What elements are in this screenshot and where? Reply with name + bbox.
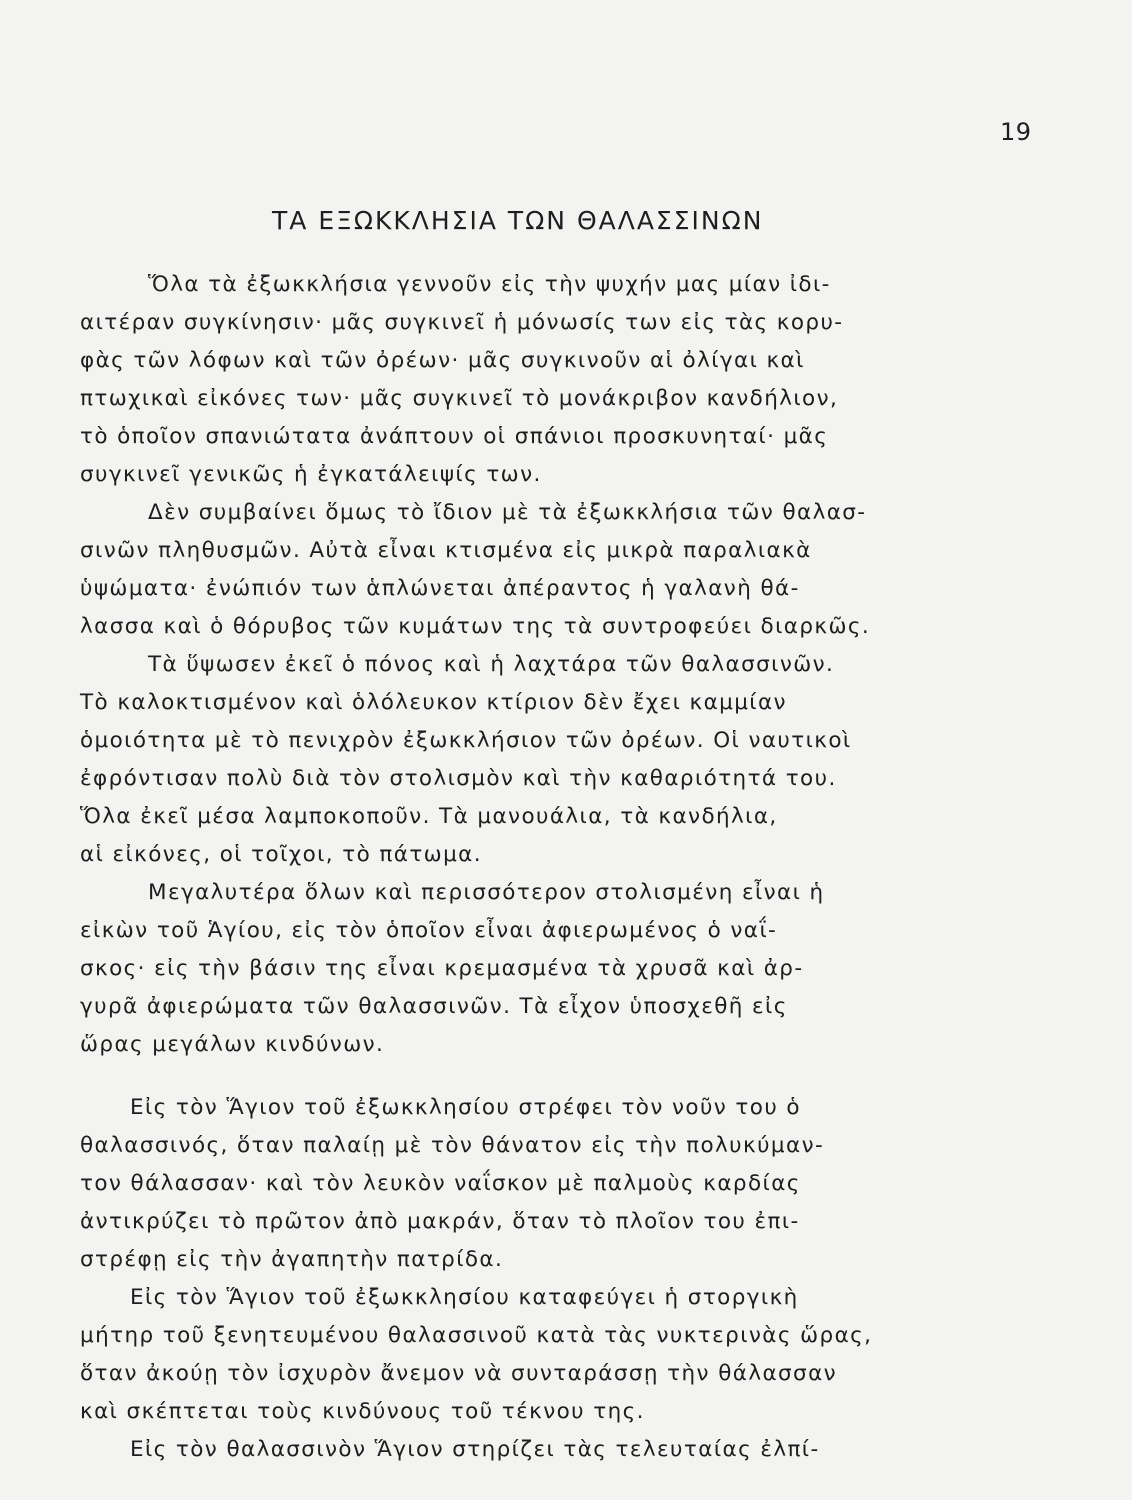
text-line: ὁμοιότητα μὲ τὸ πενιχρὸν ἐξωκκλήσιον τῶν ὀρέων. Οἱ ναυτικοὶ: [80, 728, 852, 753]
text-line: στρέφῃ εἰς τὴν ἀγαπητὴν πατρίδα.: [80, 1247, 504, 1272]
text-line: Τὸ καλοκτισμένον καὶ ὁλόλευκον κτίριον δὲν ἔχει καμμίαν: [80, 690, 787, 715]
text-line: γυρᾶ ἀφιερώματα τῶν θαλασσινῶν. Τὰ εἶχον ὑποσχεθῆ εἰς: [80, 994, 788, 1019]
text-line: τον θάλασσαν· καὶ τὸν λευκὸν ναΐσκον μὲ παλμοὺς καρδίας: [80, 1171, 801, 1196]
text-line: ἀντικρύζει τὸ πρῶτον ἀπὸ μακράν, ὅταν τὸ πλοῖον του ἐπι-: [80, 1209, 800, 1234]
text-line: λασσα καὶ ὁ θόρυβος τῶν κυμάτων της τὰ συντροφεύει διαρκῶς.: [80, 614, 871, 639]
text-line: σκος· εἰς τὴν βάσιν της εἶναι κρεμασμένα τὰ χρυσᾶ καὶ ἀρ-: [80, 956, 804, 981]
text-line: Τὰ ὕψωσεν ἐκεῖ ὁ πόνος καὶ ἡ λαχτάρα τῶν θαλασσινῶν.: [148, 652, 835, 677]
text-line: μήτηρ τοῦ ξενητευμένου θαλασσινοῦ κατὰ τὰς νυκτερινὰς ὥρας,: [80, 1323, 873, 1348]
text-line: τὸ ὁποῖον σπανιώτατα ἀνάπτουν οἱ σπάνιοι προσκυνηταί· μᾶς: [80, 424, 829, 449]
text-line: ὑψώματα· ἐνώπιόν των ἁπλώνεται ἀπέραντος ἡ γαλανὴ θά-: [80, 576, 800, 601]
text-line: Εἰς τὸν Ἅγιον τοῦ ἐξωκκλησίου στρέφει τὸν νοῦν του ὁ: [130, 1095, 801, 1120]
text-line: καὶ σκέπτεται τοὺς κινδύνους τοῦ τέκνου της.: [80, 1399, 645, 1424]
text-line: εἰκὼν τοῦ Ἁγίου, εἰς τὸν ὁποῖον εἶναι ἀφιερωμένος ὁ ναΐ-: [80, 918, 778, 943]
page-number: 19: [1000, 118, 1032, 146]
text-line: θαλασσινός, ὅταν παλαίῃ μὲ τὸν θάνατον εἰς τὴν πολυκύμαν-: [80, 1133, 825, 1158]
text-line: σινῶν πληθυσμῶν. Αὐτὰ εἶναι κτισμένα εἰς μικρὰ παραλιακὰ: [80, 538, 812, 563]
text-line: συγκινεῖ γενικῶς ἡ ἐγκατάλειψίς των.: [80, 462, 542, 487]
text-line: ἐφρόντισαν πολὺ διὰ τὸν στολισμὸν καὶ τὴν καθαριότητά του.: [80, 766, 837, 791]
chapter-title: ΤΑ ΕΞΩΚΚΛΗΣΙΑ ΤΩΝ ΘΑΛΑΣΣΙΝΩΝ: [272, 206, 764, 235]
text-line: Ὅλα τὰ ἐξωκκλήσια γεννοῦν εἰς τὴν ψυχήν μας μίαν ἰδι-: [148, 272, 831, 297]
text-line: Μεγαλυτέρα ὅλων καὶ περισσότερον στολισμένη εἶναι ἡ: [148, 880, 825, 905]
text-line: ὅταν ἀκούῃ τὸν ἰσχυρὸν ἄνεμον νὰ συνταράσσῃ τὴν θάλασσαν: [80, 1361, 838, 1386]
text-line: αἱ εἰκόνες, οἱ τοῖχοι, τὸ πάτωμα.: [80, 842, 482, 867]
text-line: Εἰς τὸν θαλασσινὸν Ἅγιον στηρίζει τὰς τελευταίας ἐλπί-: [130, 1437, 820, 1462]
text-line: φὰς τῶν λόφων καὶ τῶν ὀρέων· μᾶς συγκινοῦν αἱ ὀλίγαι καὶ: [80, 348, 805, 373]
text-line: Εἰς τὸν Ἅγιον τοῦ ἐξωκκλησίου καταφεύγει ἡ στοργικὴ: [130, 1285, 799, 1310]
text-line: πτωχικαὶ εἰκόνες των· μᾶς συγκινεῖ τὸ μονάκριβον κανδήλιον,: [80, 386, 839, 411]
text-line: ὥρας μεγάλων κινδύνων.: [80, 1032, 385, 1057]
text-line: Ὅλα ἐκεῖ μέσα λαμποκοποῦν. Τὰ μανουάλια, τὰ κανδήλια,: [80, 804, 778, 829]
text-line: αιτέραν συγκίνησιν· μᾶς συγκινεῖ ἡ μόνωσίς των εἰς τὰς κορυ-: [80, 310, 844, 335]
text-line: Δὲν συμβαίνει ὅμως τὸ ἴδιον μὲ τὰ ἐξωκκλήσια τῶν θαλασ-: [148, 500, 867, 525]
